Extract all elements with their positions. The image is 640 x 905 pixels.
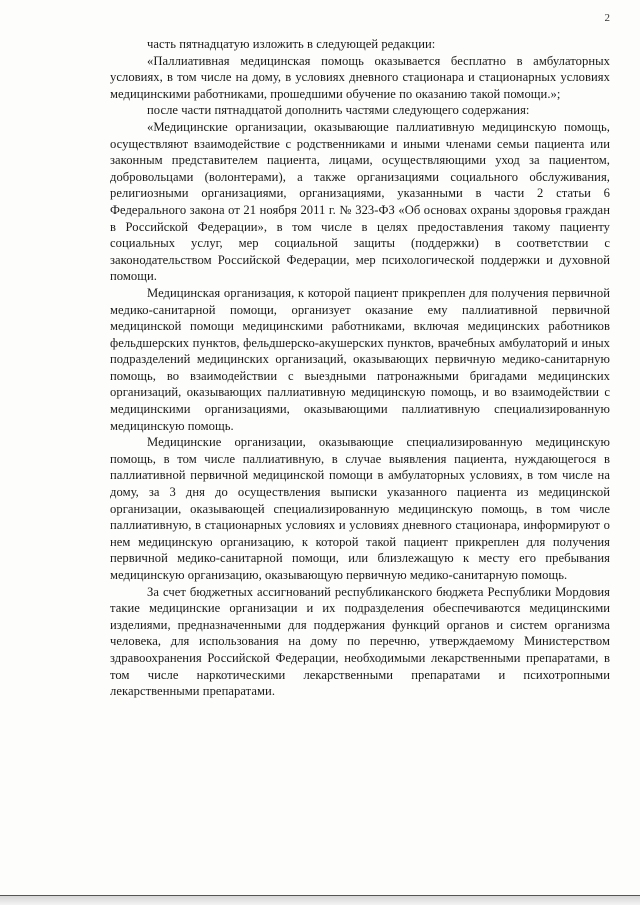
page-number: 2 [604, 12, 610, 24]
paragraph-specialized-care-discharge: Медицинские организации, оказывающие специализированную медицинскую помощь, в том числе паллиативную, в случае выявления пациента, нуждающегося в паллиативной первичной медицинской помощи в амбулаторных условиях, в том числе на дому, за 3 дня до осуществления выписки указанного пациента из медицинской организации, оказывающей специализированную медицинскую помощь, в том числе паллиативную, в стационарных условиях и условиях дневного стационара, информируют о нем медицинскую организацию, к которой такой пациент прикреплен для получения первичной медико-санитарной помощи, или близлежащую к месту его пребывания медицинскую организацию, оказывающую первичную медико-санитарную помощь. [110, 435, 610, 582]
paragraph-primary-care-organization: Медицинская организация, к которой пациент прикреплен для получения первичной медико-санитарной помощи, организует оказание ему паллиативной первичной медицинской помощи медицинскими работниками, включая медицинских работников фельдшерских пунктов, фельдшерско-акушерских пунктов, врачебных амбулаторий и иных подразделений медицинских организаций, оказывающих первичную медико-санитарную помощь, во взаимодействии с выездными патронажными бригадами медицинских организаций, оказывающих паллиативную медицинскую помощь, и во взаимодействии с медицинскими организациями, оказывающими паллиативную специализированную медицинскую помощь. [110, 285, 610, 433]
paragraph-palliative-care-free: «Паллиативная медицинская помощь оказывается бесплатно в амбулаторных условиях, в том числе на дому, в условиях дневного стационара и стационарных условиях медицинскими работниками, прошедшими обучение по оказанию такой помощи.»; [110, 53, 610, 101]
paragraph-budget-funding: За счет бюджетных ассигнований республиканского бюджета Республики Мордовия такие медицинские организации и их подразделения обеспечиваются медицинскими изделиями, предназначенными для поддержания функций органов и систем организма человека, для использования на дому по перечню, утверждаемому Министерством здравоохранения Российской Федерации, необходимыми лекарственными препаратами, в том числе наркотическими лекарственными препаратами и психотропными лекарственными препаратами. [110, 584, 610, 699]
scan-edge-shadow [0, 896, 640, 905]
paragraph-interaction-with-relatives: «Медицинские организации, оказывающие паллиативную медицинскую помощь, осуществляют взаимодействие с родственниками и иными членами семьи пациента или законным представителем пациента, лицами, осуществляющими уход за пациентом, добровольцами (волонтерами), а также организациями социального обслуживания, религиозными организациями, организациями, указанными в части 2 статьи 6 Федерального закона от 21 ноября 2011 г. № 323-ФЗ «Об основах охраны здоровья граждан в Российской Федерации», в том числе в целях предоставления такому пациенту социальных услуг, мер социальной защиты (поддержки) в соответствии с законодательством Российской Федерации, мер психологической поддержки и духовной помощи. [110, 119, 610, 284]
paragraph-amendment-intro: часть пятнадцатую изложить в следующей редакции: [147, 37, 436, 51]
paragraph-supplement-intro: после части пятнадцатой дополнить частями следующего содержания: [147, 103, 530, 118]
document-body [110, 36, 610, 700]
